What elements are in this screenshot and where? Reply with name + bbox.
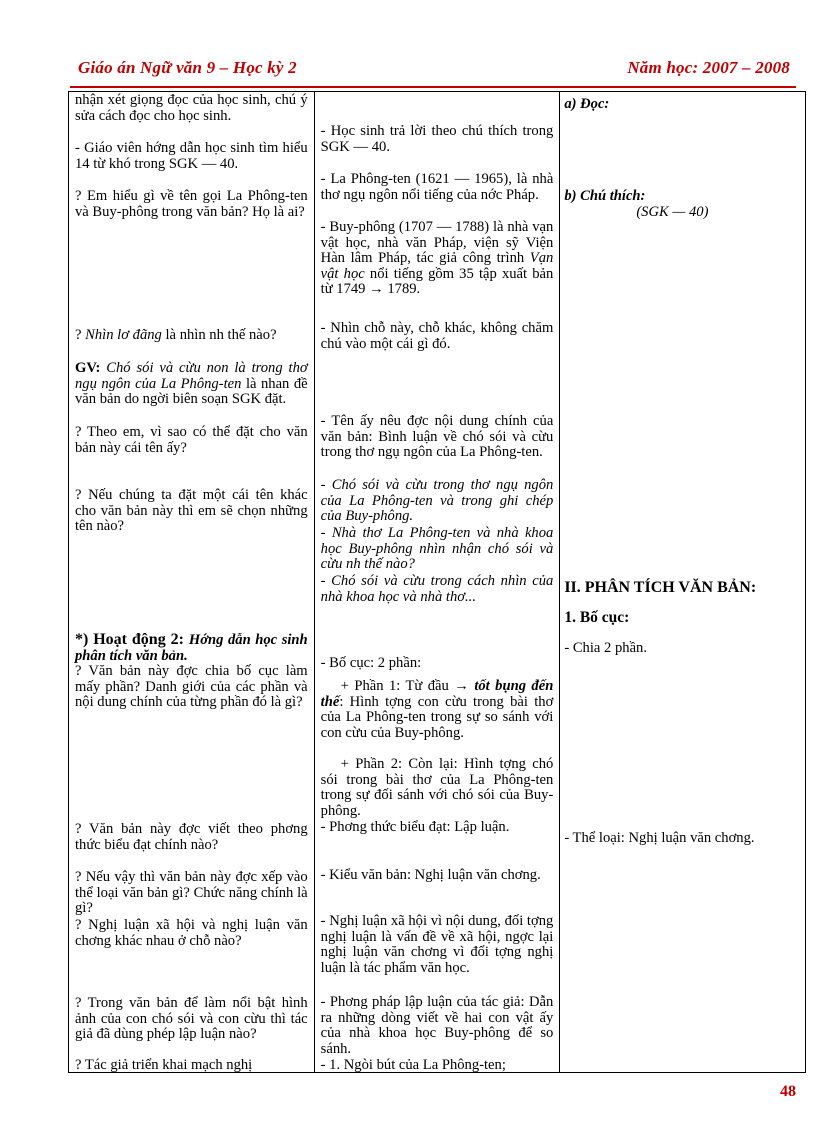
col1-text: ? Văn bản này đợc viết theo phơng thức biểu đạt chính nào? [75, 821, 308, 853]
col1-text: - Giáo viên hớng dẫn học sinh tìm hiểu 14 từ khó trong SGK — 40. [75, 140, 308, 172]
header-right: Năm học: 2007 – 2008 [627, 58, 790, 77]
lesson-table [68, 91, 806, 1073]
col2-text: - Kiểu văn bản: Nghị luận văn chơng. [320, 867, 541, 883]
content-column [560, 92, 806, 1073]
col1-text: nhận xét giọng đọc của học sinh, chú ý sửa cách đọc cho học sinh. [75, 92, 308, 124]
col2-text: + Phần 1: Từ đầu → tốt bụng đến thế: Hình tợng con cừu trong bài thơ của La Phông-ten trong sự so sánh với con cừu của Buy-phông. [320, 678, 554, 741]
col2-text: - La Phông-ten (1621 — 1965), là nhà thơ ngụ ngôn nổi tiếng của nớc Pháp. [320, 171, 554, 203]
col1-text: ? Nếu vậy thì văn bản này đợc xếp vào thể loại văn bản gì? Chức năng chính là gì? [75, 869, 308, 916]
section-notes: b) Chú thích: [564, 188, 646, 204]
col1-text: ? Em hiểu gì về tên gọi La Phông-ten và Buy-phông trong văn bản? Họ là ai? [75, 188, 308, 220]
col2-text: - Phơng thức biểu đạt: Lập luận. [320, 819, 510, 835]
col1-text: ? Nhìn lơ đãng là nhìn nh thế nào? [75, 327, 277, 343]
col1-text: ? Nghị luận xã hội và nghị luận văn chơng khác nhau ở chỗ nào? [75, 917, 308, 949]
col2-text: - Phơng pháp lập luận của tác giả: Dẫn ra những dòng viết về hai con vật ấy của nhà khoa học Buy-phông để so sánh. [320, 994, 554, 1057]
col2-text: - Nghị luận xã hội vì nội dung, đối tợng nghị luận là vấn đề về xã hội, ngợc lại nghị luận văn chơng vì đối tợng nghị luận là tác phẩm văn học. [320, 913, 554, 976]
col2-text: - Nhìn chỗ này, chỗ khác, không chăm chú vào một cái gì đó. [320, 320, 554, 352]
student-activity-column [314, 92, 560, 1073]
subsection-structure: 1. Bố cục: [564, 609, 630, 626]
section-read: a) Đọc: [564, 96, 610, 112]
section-analysis-title: II. PHÂN TÍCH VĂN BẢN: [564, 579, 757, 596]
notes-ref: (SGK — 40) [636, 204, 709, 220]
col1-text: ? Trong văn bản để làm nổi bật hình ảnh của con chó sói và con cừu thì tác giả đã dùng phép lập luận nào? [75, 995, 308, 1042]
col2-text: + Phần 2: Còn lại: Hình tợng chó sói trong bài thơ của La Phông-ten trong sự đối sánh với chó sói của Buy-phông. [320, 756, 554, 819]
col1-text: ? Theo em, vì sao có thể đặt cho văn bản này cái tên ấy? [75, 424, 308, 456]
col1-text: ? Tác giả triển khai mạch nghị [75, 1057, 253, 1073]
col2-text: - Chó sói và cừu trong cách nhìn của nhà khoa học và nhà thơ... [320, 573, 554, 605]
col2-text: - Chó sói và cừu trong thơ ngụ ngôn của La Phông-ten và trong ghi chép của Buy-phông. [320, 477, 554, 524]
teacher-activity-column [69, 92, 315, 1073]
col2-text: - Tên ấy nêu đợc nội dung chính của văn bản: Bình luận về chó sói và cừu trong thơ ngụ ngôn của La Phông-ten. [320, 413, 554, 460]
col3-text: - Chia 2 phần. [564, 640, 647, 656]
col3-text: - Thể loại: Nghị luận văn chơng. [564, 830, 755, 846]
col1-text: ? Nếu chúng ta đặt một cái tên khác cho văn bản này thì em sẽ chọn những tên nào? [75, 487, 308, 534]
col1-text: *) Hoạt động 2: Hớng dẫn học sinh phân tích văn bản. [75, 631, 308, 664]
col2-text: - Nhà thơ La Phông-ten và nhà khoa học Buy-phông nhìn nhận chó sói và cừu nh thế nào? [320, 525, 554, 572]
col2-text: - Học sinh trả lời theo chú thích trong SGK — 40. [320, 123, 554, 155]
col1-text: ? Văn bản này đợc chia bố cục làm mấy phần? Danh giới của các phần và nội dung chính của từng phần đó là gì? [75, 663, 308, 710]
col2-text: - 1. Ngòi bút của La Phông-ten; [320, 1057, 506, 1073]
header-rule [70, 86, 796, 88]
col2-text: - Buy-phông (1707 — 1788) là nhà vạn vật học, nhà văn Pháp, viện sỹ Viện Hàn lâm Pháp, tác giả công trình Vạn vật học nổi tiếng gồm 35 tập xuất bản từ 1749 → 1789. [320, 219, 554, 297]
col1-text: GV: Chó sói và cừu non là trong thơ ngụ ngôn của La Phông-ten là nhan đề văn bản do ngời biên soạn SGK đặt. [75, 360, 308, 407]
col2-text: - Bố cục: 2 phần: [320, 655, 422, 671]
header-left: Giáo án Ngữ văn 9 – Học kỳ 2 [78, 58, 297, 77]
page-number: 48 [780, 1083, 796, 1100]
